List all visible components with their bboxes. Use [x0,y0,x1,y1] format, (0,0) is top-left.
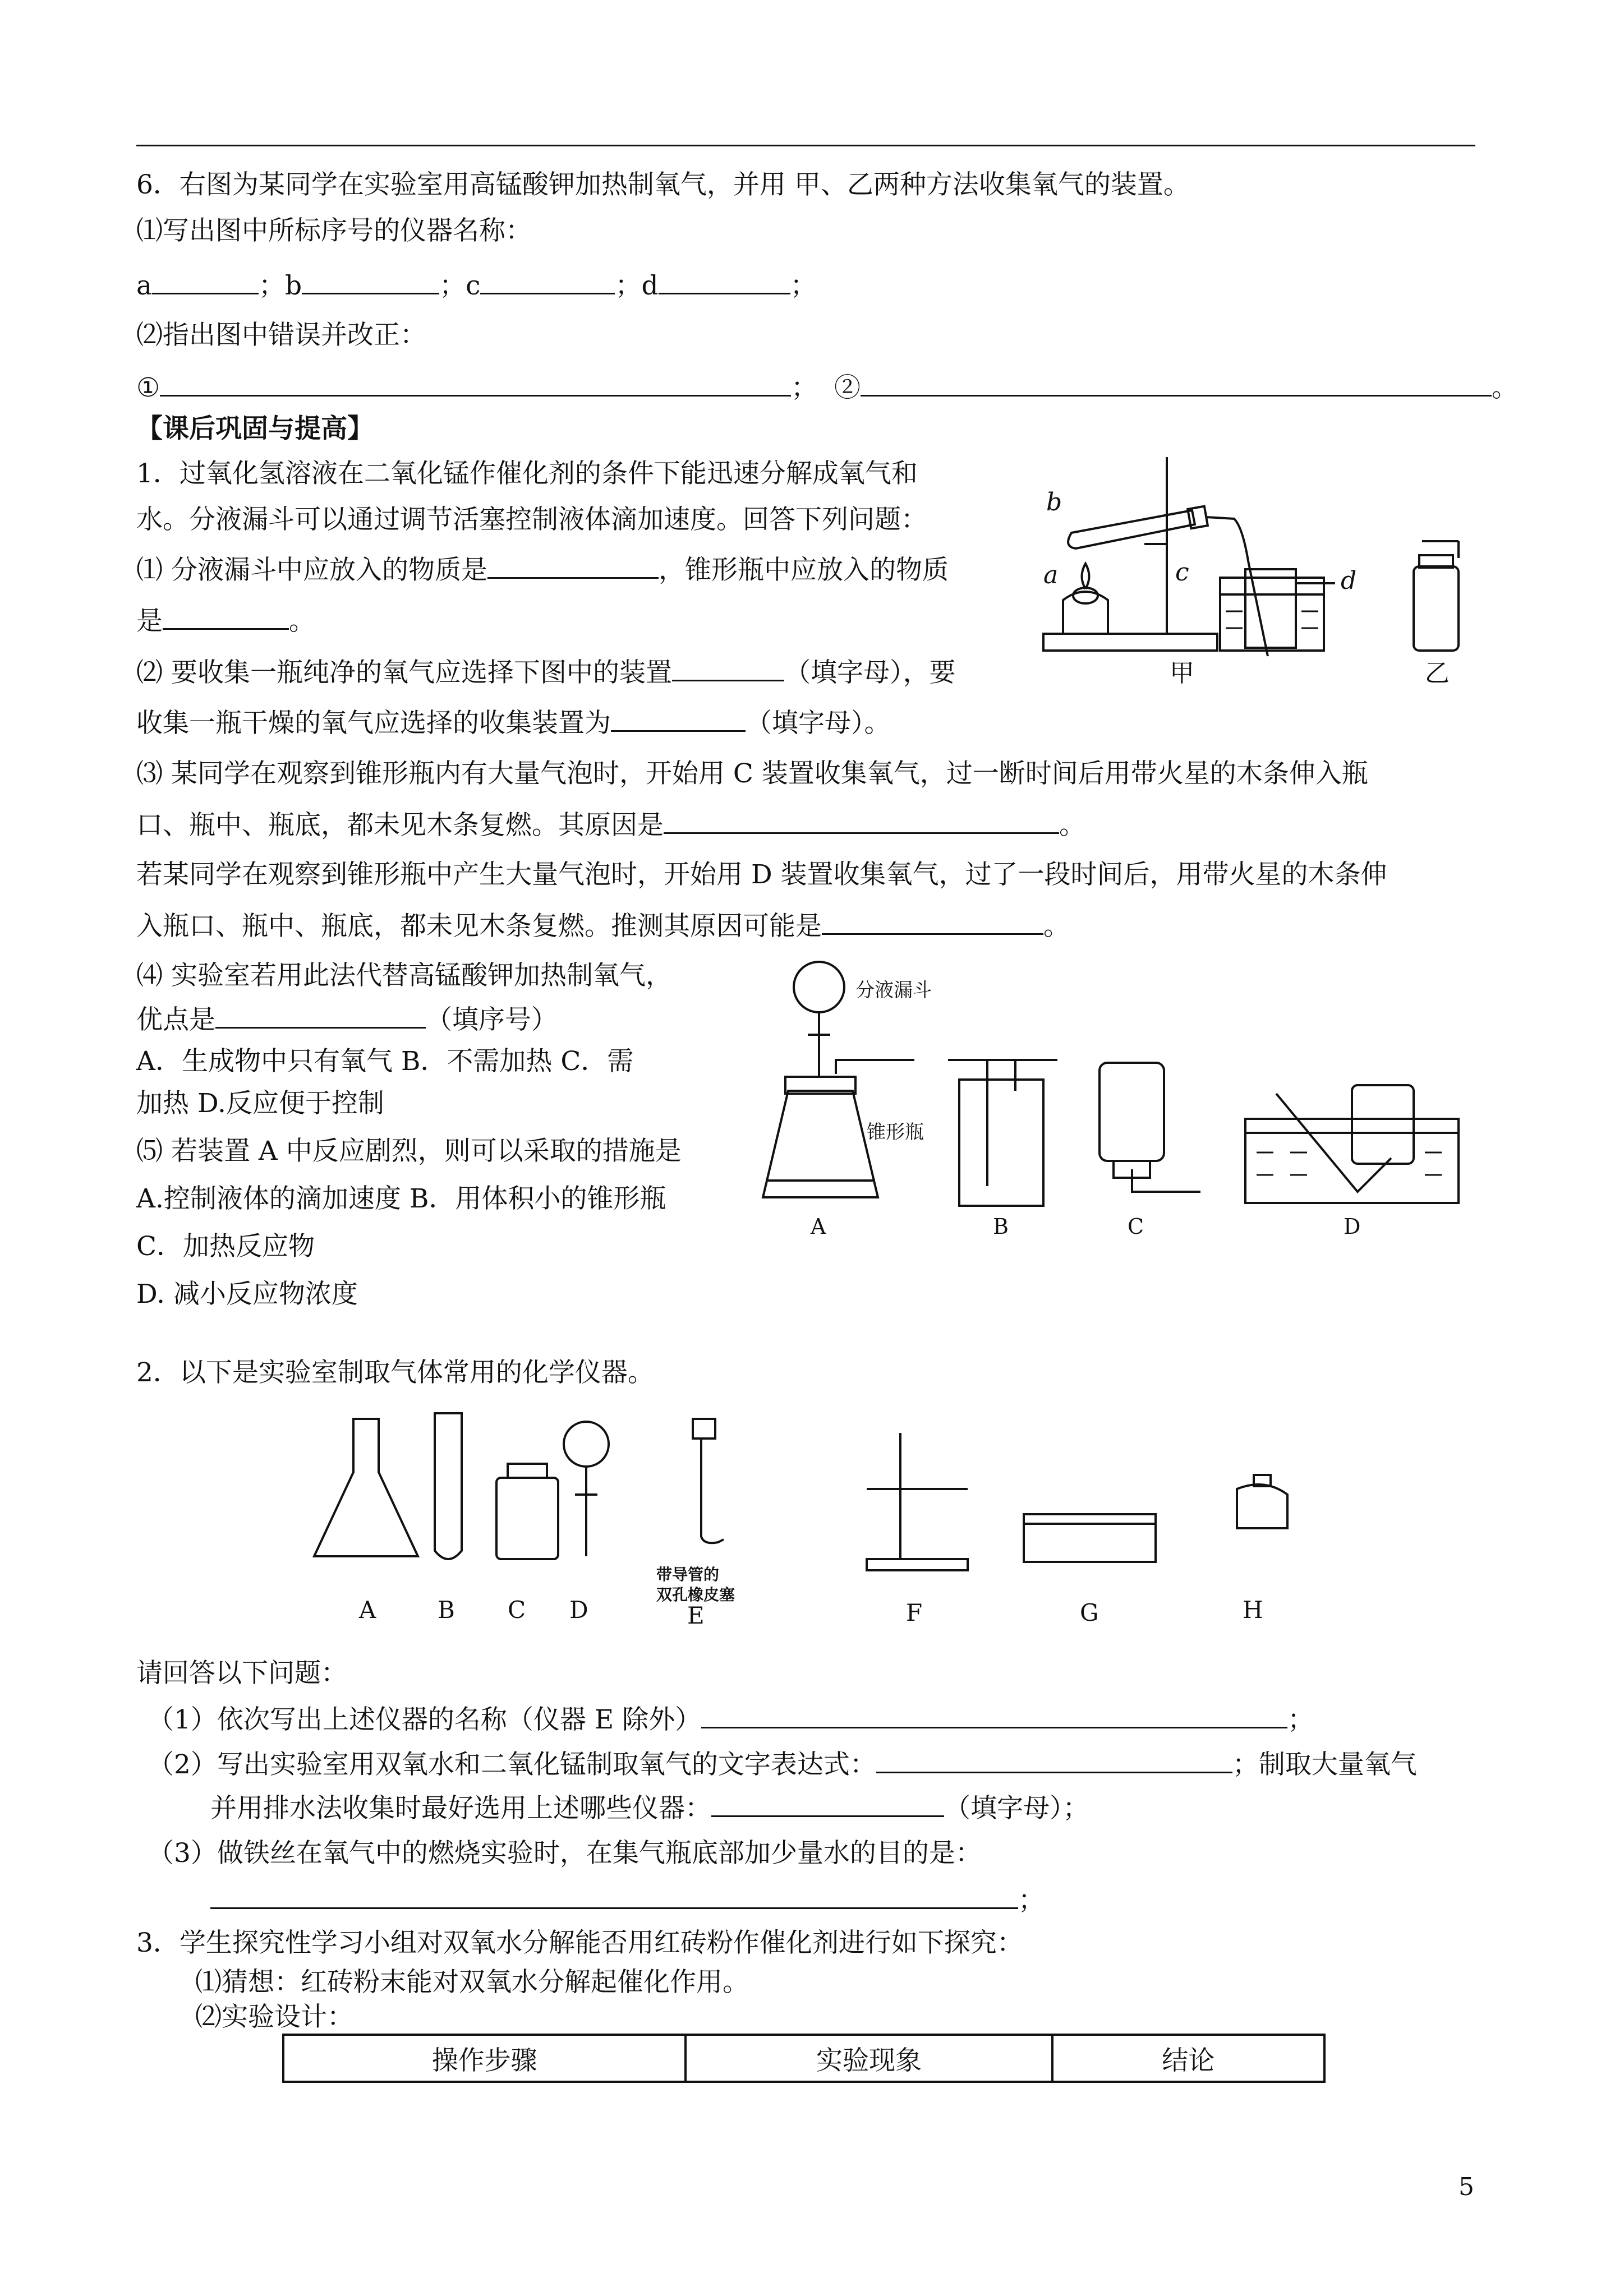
alcohol-lamp [1063,592,1108,634]
q6-title: 6．右图为某同学在实验室用高锰酸钾加热制氧气，并用 甲、乙两种方法收集氧气的装置。 [136,169,1190,200]
fig2-label-b: B [993,1214,1009,1239]
q1-p3e: 入瓶口、瓶中、瓶底，都未见木条复燃。推测其原因可能是 [136,911,822,942]
instrument-d-funnel [564,1422,609,1467]
q2-answer-names[interactable] [701,1702,1287,1728]
q1-p5b: A.控制液体的滴加速度 B．用体积小的锥形瓶 [136,1183,666,1214]
fig3-label-f: F [906,1599,923,1626]
section-title: 【课后巩固与提高】 [136,413,374,444]
experiment-table-header [283,2035,1324,2082]
q2-s3-row2 [210,1883,1045,1917]
q1-p3d: 若某同学在观察到锥形瓶中产生大量气泡时，开始用 D 装置收集氧气，过了一段时间后，用带火星的木条伸 [136,859,1387,890]
fig3-label-a: A [359,1596,376,1624]
q1-p3c: 。 [1059,810,1085,841]
q1-p1b: ，锥形瓶中应放入的物质 [658,555,949,585]
q2-s3: （3）做铁丝在氧气中的燃烧实验时，在集气瓶底部加少量水的目的是： [148,1838,982,1869]
fig3-label-h: H [1243,1596,1263,1624]
q6-answer-a[interactable] [152,268,259,294]
q1-part4-row2 [136,1002,558,1037]
q6-answer-2[interactable] [861,370,1492,397]
instrument-a-flask [314,1419,418,1556]
q6-answer-d[interactable] [659,268,790,294]
q1-part2-row2 [136,706,891,740]
fig2-flask-label: 锥形瓶 [867,1121,924,1144]
q1-p5a: ⑸ 若装置 A 中反应剧烈，则可以采取的措施是 [136,1136,682,1167]
q1-p5c: C．加热反应物 [136,1231,315,1262]
q6-answer-c[interactable] [480,268,615,294]
q1-p2c: 收集一瓶干燥的氧气应选择的收集装置为 [136,708,611,739]
q2-s2d: （填字母）； [944,1793,1089,1824]
fig2-label-c: C [1128,1214,1144,1239]
q1-part3-row4 [136,909,1070,943]
q6-sub1: ⑴写出图中所标序号的仪器名称： [136,215,532,246]
fig1-label-a: a [1043,561,1059,589]
fig1-label-d: d [1341,566,1357,595]
q1-p4c: （填序号） [426,1004,558,1035]
q2-s2-row2 [210,1791,1089,1825]
fig2-label-d: D [1344,1214,1361,1239]
q1-p4b: 优点是 [136,1004,215,1035]
q1-part3-row2 [136,808,1085,842]
fig2-funnel-label: 分液漏斗 [855,979,932,1002]
q1-p2d: （填字母）。 [746,708,891,739]
q1-answer-reason2[interactable] [822,909,1043,935]
instrument-e-stopper [693,1419,715,1439]
fig3-label-g: G [1080,1599,1099,1626]
q6-label-b: ；b [259,270,302,301]
instrument-c-bottle [496,1478,558,1559]
q1-answer-pure[interactable] [672,655,784,681]
instrument-f-stand [867,1559,968,1570]
experiment-table [282,2034,1326,2083]
q1-part2-row [136,655,955,690]
fig1-caption-jia: 甲 [1170,659,1194,688]
instrument-g-trough [1024,1514,1156,1562]
q1-answer-funnel[interactable] [487,552,659,579]
fig3-label-e: E [687,1602,705,1629]
q3-title: 3．学生探究性学习小组对双氧水分解能否用红砖粉作催化剂进行如下探究： [136,1928,1023,1958]
q6-label-c: ；c [439,270,481,301]
q6-sep: ； [791,372,818,403]
water-trough [1220,578,1324,651]
q1-answer-reason1[interactable] [664,808,1059,834]
q2-s1: （1）依次写出上述仪器的名称（仪器 E 除外） [148,1704,702,1735]
q1-p3a: ⑶ 某同学在观察到锥形瓶内有大量气泡时，开始用 C 装置收集氧气，过一断时间后用带火星的木条伸入瓶 [136,758,1368,789]
q2-s2b: ；制取大量氧气 [1232,1749,1417,1780]
fig3-label-d: D [569,1596,588,1624]
fig1-label-c: c [1175,558,1189,587]
q2-s1end: ； [1287,1704,1314,1735]
q6-correction-row [136,370,1518,405]
separatory-funnel [794,962,844,1012]
q1-answer-dry[interactable] [611,706,746,732]
q2-intro: 请回答以下问题： [136,1658,347,1689]
q1-p1d: 。 [289,606,315,637]
q2-answer-purpose[interactable] [210,1883,1018,1909]
gas-bottle [1414,566,1459,651]
table-header-phenomena: 实验现象 [686,2035,1052,2082]
q6-c2: ② [834,372,861,403]
q1-answer-flask[interactable] [163,603,289,630]
q3-design: ⑵实验设计： [195,2002,353,2032]
figure-oxygen-setups [752,956,1492,1259]
q2-s2a: （2）写出实验室用双氧水和二氧化锰制取氧气的文字表达式： [148,1749,876,1780]
q2-title: 2．以下是实验室制取气体常用的化学仪器。 [136,1357,654,1388]
q6-answer-1[interactable] [160,370,791,397]
q1-p1c: 是 [136,606,163,637]
table-header-steps: 操作步骤 [283,2035,686,2082]
top-rule [136,145,1475,146]
page-number: 5 [1459,2173,1474,2201]
q1-p2b: （填字母），要 [784,657,956,688]
fig3-label-c: C [508,1596,526,1624]
q6-label-d: ；d [615,270,659,301]
q1-p3b: 口、瓶中、瓶底，都未见木条复燃。其原因是 [136,810,664,841]
figure-instruments [311,1405,1315,1629]
q2-s2-row [148,1747,1417,1782]
q1-answer-advantage[interactable] [215,1002,426,1029]
q2-answer-equation[interactable] [876,1747,1232,1773]
q6-blank-row [136,268,817,303]
fig3-e-label1: 带导管的 [656,1565,720,1584]
table-header-conclusion: 结论 [1052,2035,1324,2082]
test-tube [1068,510,1195,548]
instrument-h-lamp [1237,1484,1287,1528]
fig1-label-b: b [1046,488,1062,517]
q1-p5d: D. 减小反应物浓度 [136,1279,358,1310]
q6-sub2: ⑵指出图中错误并改正： [136,320,426,351]
delivery-tube [1206,517,1268,656]
q1-p4e: 加热 D.反应便于控制 [136,1088,384,1119]
instrument-b-test-tube [435,1413,462,1559]
setup-b-bottle [959,1080,1043,1206]
q3-guess: ⑴猜想：红砖粉末能对双氧水分解起催化作用。 [195,1967,749,1998]
q6-label-a: a [136,270,153,301]
q1-p4a: ⑷ 实验室若用此法代替高锰酸钾加热制氧气， [136,960,672,991]
q1-part1-row [136,552,949,587]
fig3-label-b: B [438,1596,455,1624]
q2-s1-row [148,1702,1314,1737]
fig2-label-a: A [811,1214,826,1239]
q2-s2c: 并用排水法收集时最好选用上述哪些仪器： [210,1793,711,1824]
q6-c1: ① [136,372,160,403]
q6-end2: 。 [1492,372,1519,403]
q2-answer-instruments[interactable] [711,1791,944,1817]
figure-kmno4-apparatus [1032,449,1481,695]
q1-line2: 水。分液漏斗可以通过调节活塞控制液体滴加速度。回答下列问题： [136,504,927,535]
fig1-caption-yi: 乙 [1425,659,1450,688]
fig3-e-label2: 双孔橡皮塞 [656,1585,735,1604]
q6-answer-b[interactable] [302,268,439,294]
stand-base [1043,634,1217,651]
q1-p2a: ⑵ 要收集一瓶纯净的氧气应选择下图中的装置 [136,657,672,688]
setup-c-bottle [1099,1063,1164,1161]
q1-p4d: A．生成物中只有氧气 B．不需加热 C．需 [136,1046,634,1077]
q1-p1a: ⑴ 分液漏斗中应放入的物质是 [136,555,487,585]
q1-p3f: 。 [1043,911,1070,942]
q1-line1: 1．过氧化氢溶液在二氧化锰作催化剂的条件下能迅速分解成氧气和 [136,458,918,489]
q1-part1-row2 [136,603,315,638]
q2-s3end: ； [1018,1885,1045,1916]
q6-end1: ； [790,270,817,301]
